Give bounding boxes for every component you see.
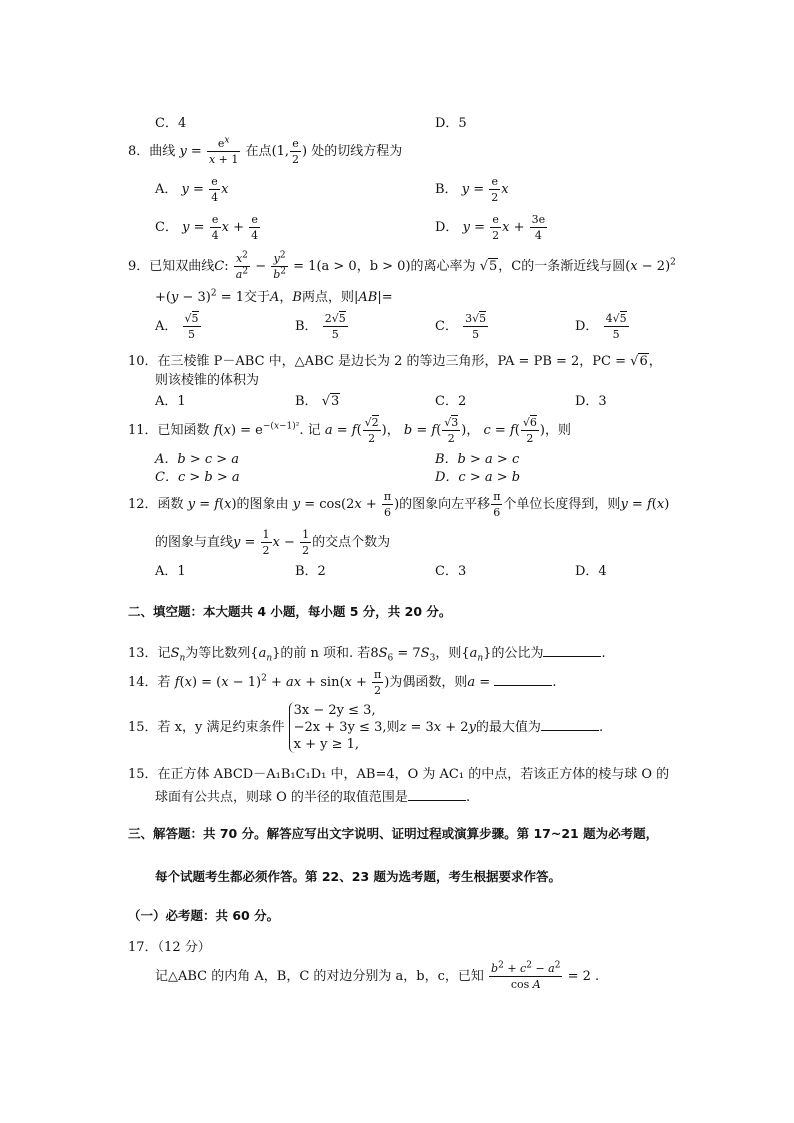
q14-stem: 14．若 $f(x) = (x - 1)^2$ + ax + sin(x + $\frac{\pi}{2}$ )为偶函数，则a = . — [128, 668, 557, 697]
q8-option-a: A． y = $\frac{e}{4}$ x — [155, 175, 229, 204]
q17-title: 17．（12 分） — [128, 940, 211, 955]
q10-option-c: C．2 — [435, 394, 467, 409]
constraint-system: 3x − 2y ≤ 3, −2x + 3y ≤ 3, x + y ≥ 1, — [289, 702, 387, 753]
q9-option-d: D． $\frac{4√5}{5}$ — [575, 312, 627, 341]
q12-option-b: B．2 — [295, 564, 326, 579]
q11-option-a: A．b > c > a — [155, 452, 240, 467]
q8-option-d: D． y = $\frac{e}{2}$ x + $\frac{3e}{4}$ — [435, 213, 546, 242]
section-3-heading: 三、解答题：共 70 分。解答应写出文字说明、证明过程或演算步骤。第 17~21 题为必考题， — [128, 826, 659, 841]
q8-option-b: B． y = $\frac{e}{2}$ x — [435, 175, 509, 204]
answer-blank — [494, 673, 552, 686]
q10-option-b: B． √3 — [295, 394, 340, 409]
answer-blank — [541, 718, 599, 731]
q10-stem-line2: 则该棱锥的体积为 — [155, 373, 260, 388]
q15b-stem: 15．在正方体 ABCD－A₁B₁C₁D₁ 中，AB=4，O 为 AC₁ 的中点，若该正方体的棱与球 O 的 — [128, 767, 670, 782]
q7-option-d: D．5 — [435, 116, 467, 131]
q10-stem: 10．在三棱锥 P－ABC 中，△ABC 是边长为 2 的等边三角形，PA = PB = 2，PC = √6， — [128, 354, 662, 369]
q11-option-d: D．c > a > b — [435, 470, 521, 485]
q9-option-a: A． $\frac{√5}{5}$ — [155, 312, 199, 341]
q12-option-a: A．1 — [155, 564, 186, 579]
q7-option-c: C．4 — [155, 116, 187, 131]
q12-stem: 12．函数 y = f(x)的图象由 y = cos(2x + $\frac{\pi}{6}$ )的图象向左平移 $\frac{\pi}{6}$ 个单位长度得到，则y = f(x) — [128, 490, 670, 519]
q9-stem-line2: $+(y - 3)^2 = 1$交于A，B两点，则|AB|= — [155, 288, 393, 305]
q9-option-b: B． $\frac{2√5}{5}$ — [295, 312, 346, 341]
q9-stem: 9．已知双曲线C: $\frac{x^2}{a^2}$ − $\frac{y^2}{b^2}$ = 1(a > 0，b > 0)的离心率为 √5，C的一条渐近线与圆$(x - 2)^2$ — [128, 250, 676, 281]
q10-option-d: D．3 — [575, 394, 607, 409]
answer-blank — [408, 788, 466, 801]
q17-stem: 记△ABC 的内角 A，B，C 的对边分别为 a，b，c，已知 $\frac{b^2 + c^2 - a^2}{\text{cos A}}$ = 2 . — [155, 960, 600, 991]
q9-option-c: C． $\frac{3√5}{5}$ — [435, 312, 487, 341]
q11-option-b: B．b > a > c — [435, 452, 520, 467]
q11-option-c: C．c > b > a — [155, 470, 240, 485]
q8-option-c: C． y = $\frac{e}{4}$ x + $\frac{e}{4}$ — [155, 213, 259, 242]
q15b-stem-line2: 球面有公共点，则球 O 的半径的取值范围是 . — [155, 790, 471, 805]
q13-stem: 13．记$S_n$为等比数列$\{a_n\}$的前 n 项和. 若$8S_6 = 7S_3$，则$\{a_n\}$的公比为 . — [128, 646, 606, 664]
q12-option-d: D．4 — [575, 564, 607, 579]
q10-option-a: A．1 — [155, 394, 186, 409]
q11-stem: 11．已知函数 $f(x) = e^{-(x-1)^2}$. 记 a = f( $\frac{√2}{2}$ )， b = f( $\frac{√3}{2}$ )， c = f( $\frac{√6}{2}$ )，则 — [128, 416, 571, 445]
section-2-heading: 二、填空题：本大题共 4 小题，每小题 5 分，共 20 分。 — [128, 604, 452, 619]
q8-stem: 8．曲线 y = $\frac{e^x}{x + 1}$ 在点(1, $\frac{e}{2}$ ) 处的切线方程为 — [128, 135, 403, 166]
answer-blank — [543, 644, 601, 657]
q15-stem: 15．若 x，y 满足约束条件 3x − 2y ≤ 3, −2x + 3y ≤ 3, x + y ≥ 1, 则z = 3x + 2y的最大值为 . — [128, 703, 604, 752]
part-1-heading: （一）必考题：共 60 分。 — [128, 908, 280, 923]
section-3-heading-line2: 每个试题考生都必须作答。第 22、23 题为选考题，考生根据要求作答。 — [155, 869, 561, 884]
q12-stem-line2: 的图象与直线y = $\frac{1}{2}$ x − $\frac{1}{2}$ 的交点个数为 — [155, 528, 391, 557]
q12-option-c: C．3 — [435, 564, 467, 579]
